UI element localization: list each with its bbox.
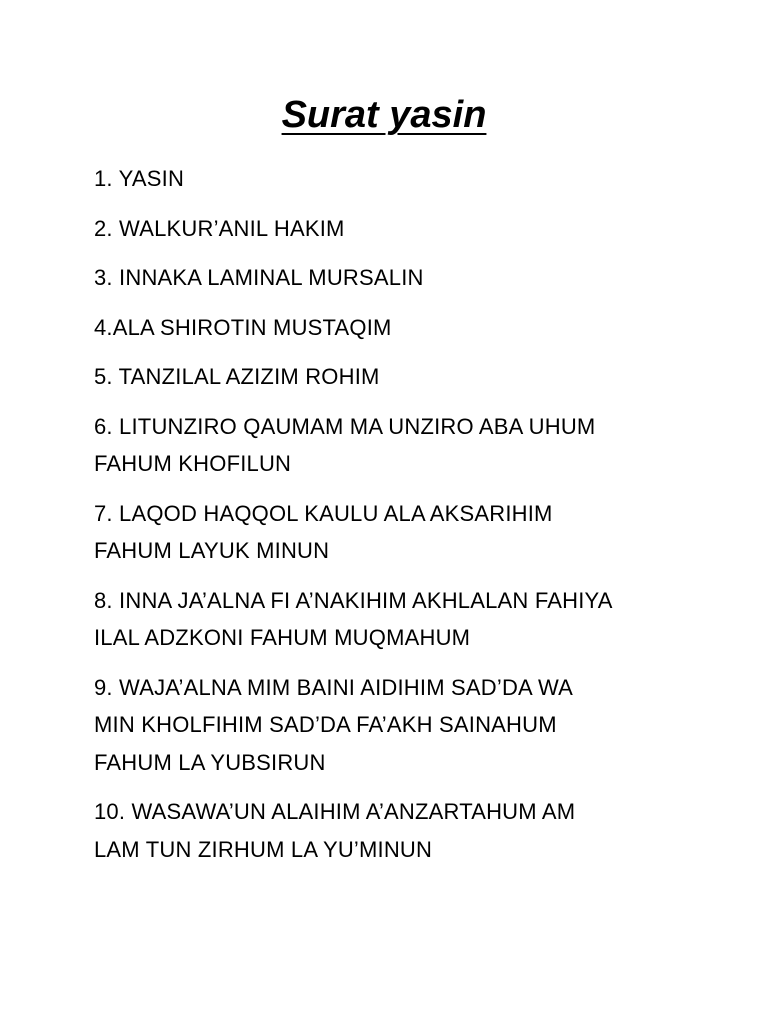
verse-item: 1. YASIN <box>94 166 185 191</box>
verse-item: 5. TANZILAL AZIZIM ROHIM <box>94 364 380 389</box>
page-title-text: Surat yasin <box>281 94 487 136</box>
verse-item: 3. INNAKA LAMINAL MURSALIN <box>94 265 424 290</box>
page-title <box>0 92 768 138</box>
verse-item: 2. WALKUR’ANIL HAKIM <box>94 215 345 241</box>
verse-item: 8. INNA JA’ALNA FI A’NAKIHIM AKHLALAN FAHIYA ILAL ADZKONI FAHUM MUQMAHUM <box>94 587 613 650</box>
verse-item: 7. LAQOD HAQQOL KAULU ALA AKSARIHIM FAHUM LAYUK MINUN <box>94 500 553 563</box>
verse-list <box>94 160 694 880</box>
verse-item: 4.ALA SHIROTIN MUSTAQIM <box>94 314 392 340</box>
verse-item: 10. WASAWA’UN ALAIHIM A’ANZARTAHUM AM LAM TUN ZIRHUM LA YU’MINUN <box>94 799 576 862</box>
verse-item: 6. LITUNZIRO QAUMAM MA UNZIRO ABA UHUM FAHUM KHOFILUN <box>94 413 596 476</box>
verse-item: 9. WAJA’ALNA MIM BAINI AIDIHIM SAD’DA WA MIN KHOLFIHIM SAD’DA FA’AKH SAINAHUM FAHUM LA YUBSIRUN <box>94 674 574 775</box>
